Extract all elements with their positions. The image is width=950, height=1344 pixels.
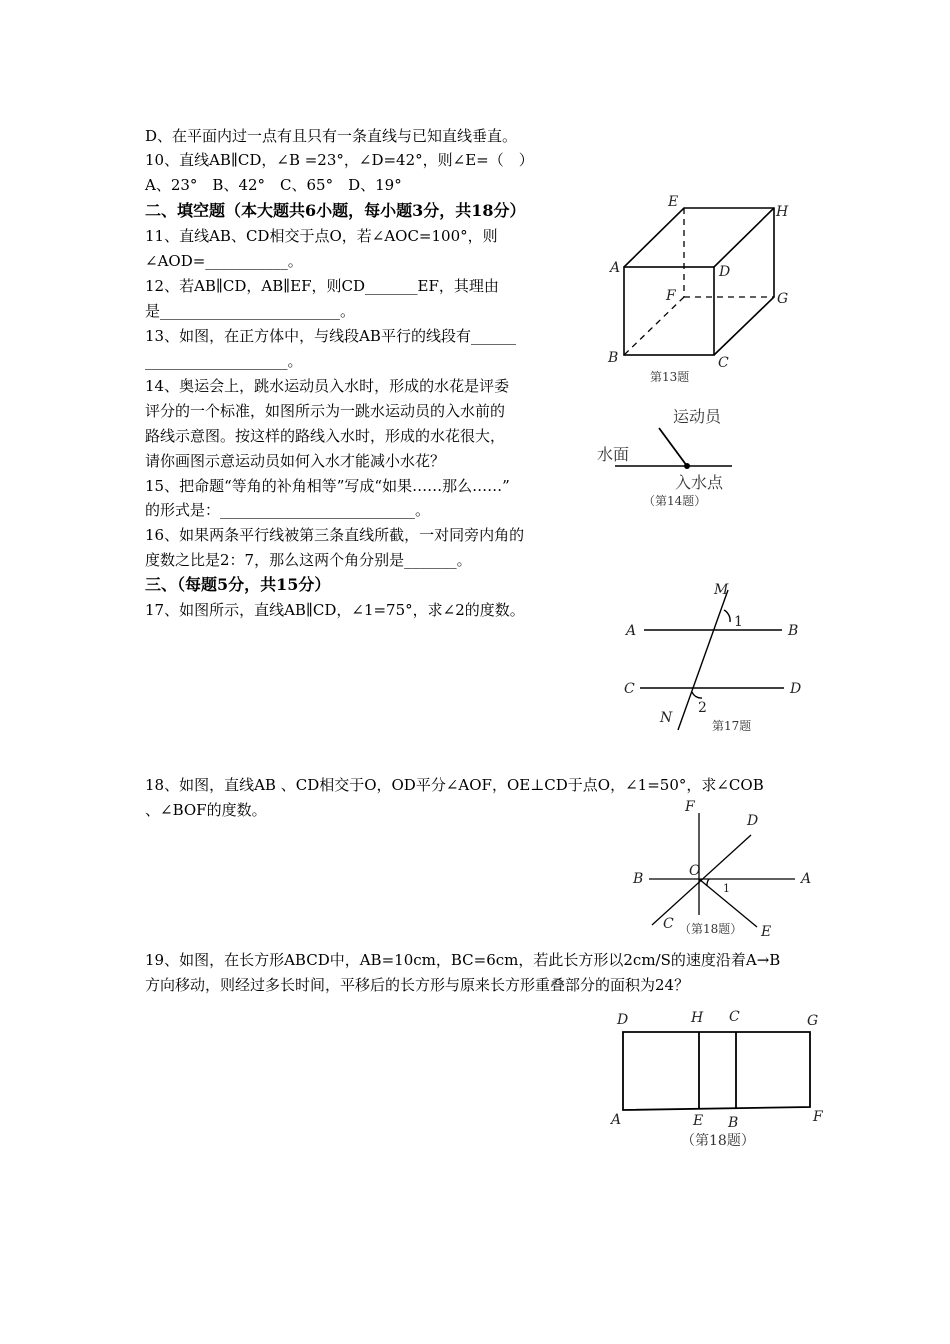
label-m: M — [714, 582, 729, 598]
question-16-line1: 16、如果两条平行线被第三条直线所截，一对同旁内角的 — [145, 526, 525, 544]
label-f: F — [813, 1109, 823, 1125]
label-e: E — [693, 1113, 704, 1129]
label-c: C — [663, 916, 674, 932]
intersecting-lines-figure — [625, 795, 820, 945]
label-a: A — [611, 1112, 622, 1128]
diver-figure — [595, 400, 755, 515]
angle-1-label: 1 — [734, 614, 743, 630]
question-18-line1: 18、如图，直线AB 、CD相交于O，OD平分∠AOF，OE⊥CD于点O，∠1=50°，求∠COB — [145, 776, 764, 794]
cube-label-e: E — [668, 194, 679, 210]
figure-13-caption: 第13题 — [650, 370, 690, 384]
label-c: C — [729, 1009, 740, 1025]
parallel-lines-figure — [620, 580, 810, 740]
question-18-line2: 、∠BOF的度数。 — [145, 801, 267, 819]
label-o: O — [689, 863, 701, 879]
label-f: F — [685, 799, 695, 815]
question-10-options: A、23° B、42° C、65° D、19° — [145, 176, 402, 194]
cube-figure — [600, 190, 800, 390]
question-14-line4: 请你画图示意运动员如何入水才能减小水花？ — [145, 452, 446, 470]
question-15-line1: 15、把命题“等角的补角相等”写成“如果……那么……” — [145, 477, 510, 495]
section-2-heading: 二、填空题（本大题共6小题，每小题3分，共18分） — [145, 201, 526, 220]
cube-label-c: C — [718, 355, 729, 371]
rectangles-figure — [605, 1000, 835, 1155]
cube-label-a: A — [610, 260, 621, 276]
label-b: B — [728, 1115, 739, 1131]
cube-label-f: F — [666, 288, 676, 304]
question-12-line1: 12、若AB∥CD，AB∥EF，则CD_______EF，其理由 — [145, 277, 499, 295]
entry-point-label: 入水点 — [675, 473, 724, 492]
label-c: C — [624, 681, 635, 697]
cube-label-g: G — [777, 291, 789, 307]
question-11-line1: 11、直线AB、CD相交于点O，若∠AOC=100°，则 — [145, 227, 498, 245]
label-b: B — [633, 871, 644, 887]
label-b: B — [788, 623, 799, 639]
athlete-label: 运动员 — [673, 407, 722, 426]
question-11-line2: ∠AOD=___________。 — [145, 252, 303, 270]
label-d: D — [790, 681, 802, 697]
label-n: N — [660, 710, 673, 726]
angle-1-label: 1 — [723, 882, 730, 895]
question-16-line2: 度数之比是2：7，那么这两个角分别是_______。 — [145, 551, 472, 569]
label-a: A — [801, 871, 812, 887]
cube-label-b: B — [608, 350, 619, 366]
question-19-line2: 方向移动，则经过多长时间，平移后的长方形与原来长方形重叠部分的面积为24？ — [145, 976, 690, 994]
question-14-line2: 评分的一个标准，如图所示为一跳水运动员的入水前的 — [145, 402, 506, 420]
question-13-line1: 13、如图，在正方体中，与线段AB平行的线段有______ — [145, 327, 516, 345]
label-h: H — [691, 1010, 704, 1026]
label-d: D — [617, 1012, 629, 1028]
option-d-text: D、在平面内过一点有且只有一条直线与已知直线垂直。 — [145, 127, 518, 145]
question-14-line3: 路线示意图。按这样的路线入水时，形成的水花很大， — [145, 427, 506, 445]
figure-18-caption: （第18题） — [679, 922, 743, 936]
question-10: 10、直线AB∥CD，∠B =23°，∠D=42°，则∠E=（ ） — [145, 151, 534, 169]
figure-19-caption: （第18题） — [681, 1133, 755, 1149]
question-19-line1: 19、如图，在长方形ABCD中，AB=10cm，BC=6cm，若此长方形以2cm/S的速度沿着A→B — [145, 951, 781, 969]
label-e: E — [761, 924, 772, 940]
label-a: A — [626, 623, 637, 639]
question-14-line1: 14、奥运会上，跳水运动员入水时，形成的水花是评委 — [145, 377, 510, 395]
angle-2-label: 2 — [698, 700, 707, 716]
figure-17-caption: 第17题 — [712, 719, 752, 733]
figure-14-caption: （第14题） — [643, 494, 707, 508]
cube-label-d: D — [719, 264, 731, 280]
question-12-line2: 是________________________。 — [145, 302, 356, 320]
label-g: G — [807, 1013, 819, 1029]
cube-label-h: H — [776, 204, 789, 220]
water-surface-label: 水面 — [597, 445, 630, 464]
label-d: D — [747, 813, 759, 829]
question-13-line2: ___________________。 — [145, 352, 303, 370]
section-3-heading: 三、（每题5分，共15分） — [145, 575, 331, 594]
question-15-line2: 的形式是：__________________________。 — [145, 501, 431, 519]
question-17: 17、如图所示，直线AB∥CD，∠1=75°，求∠2的度数。 — [145, 601, 525, 619]
